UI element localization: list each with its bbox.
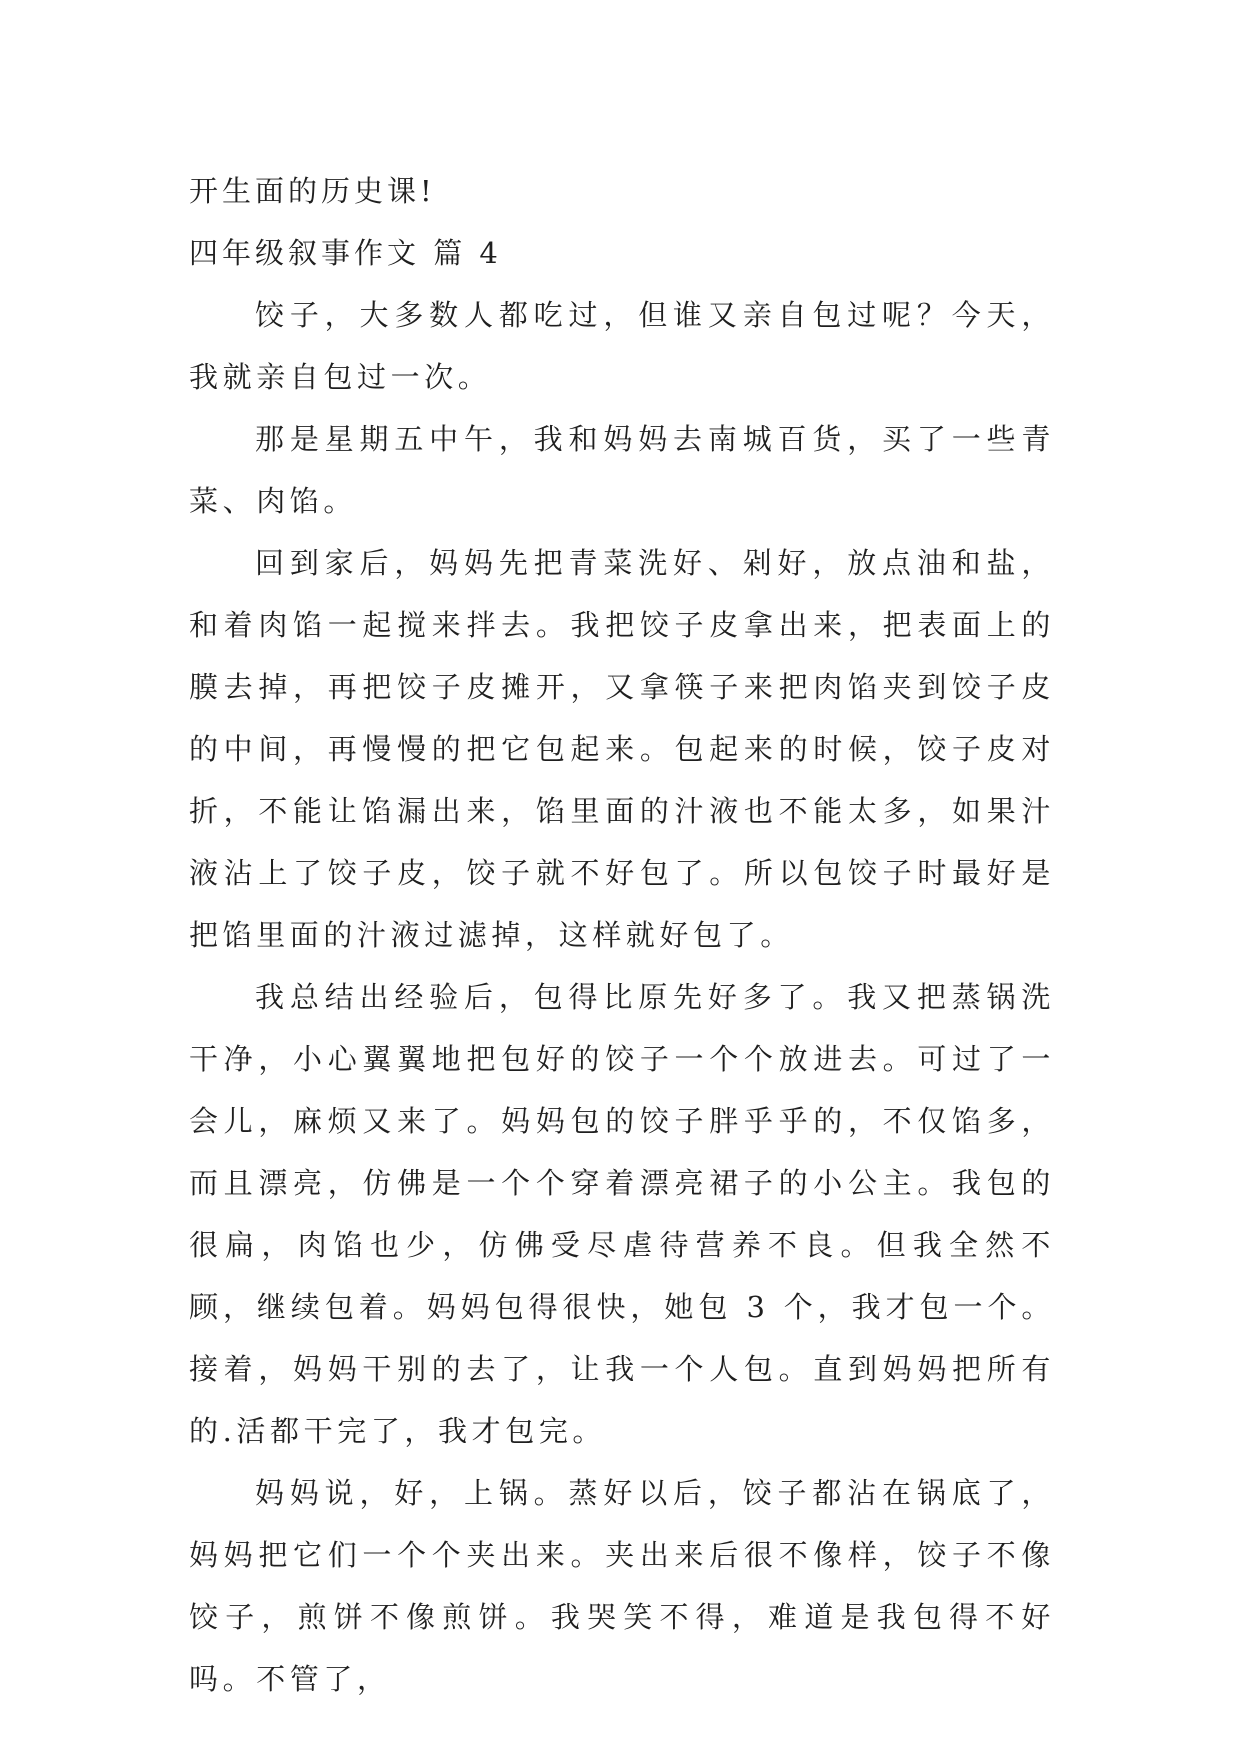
paragraph-1: 饺子，大多数人都吃过，但谁又亲自包过呢？今天，我就亲自包过一次。	[189, 298, 1055, 394]
paragraph-5: 妈妈说，好，上锅。蒸好以后，饺子都沾在锅底了，妈妈把它们一个个夹出来。夹出来后很不像样，饺子不像饺子，煎饼不像煎饼。我哭笑不得，难道是我包得不好吗。不管了，	[189, 1476, 1055, 1696]
paragraph-3: 回到家后，妈妈先把青菜洗好、剁好，放点油和盐，和着肉馅一起搅来拌去。我把饺子皮拿出来，把表面上的膜去掉，再把饺子皮摊开，又拿筷子来把肉馅夹到饺子皮的中间，再慢慢的把它包起来。包起来的时候，饺子皮对折，不能让馅漏出来，馅里面的汁液也不能太多，如果汁液沾上了饺子皮，饺子就不好包了。所以包饺子时最好是把馅里面的汁液过滤掉，这样就好包了。	[189, 546, 1055, 952]
paragraph-4: 我总结出经验后，包得比原先好多了。我又把蒸锅洗干净，小心翼翼地把包好的饺子一个个放进去。可过了一会儿，麻烦又来了。妈妈包的饺子胖乎乎的，不仅馅多，而且漂亮，仿佛是一个个穿着漂亮裙子的小公主。我包的很扁，肉馅也少，仿佛受尽虐待营养不良。但我全然不顾，继续包着。妈妈包得很快，她包 3 个，我才包一个。接着，妈妈干别的去了，让我一个人包。直到妈妈把所有的.活都干完了，我才包完。	[189, 980, 1055, 1448]
continuation-line: 开生面的历史课!	[189, 174, 436, 208]
document-body	[189, 160, 1055, 1710]
essay-heading: 四年级叙事作文 篇 4	[189, 236, 502, 270]
paragraph-2: 那是星期五中午，我和妈妈去南城百货，买了一些青菜、肉馅。	[189, 422, 1055, 518]
